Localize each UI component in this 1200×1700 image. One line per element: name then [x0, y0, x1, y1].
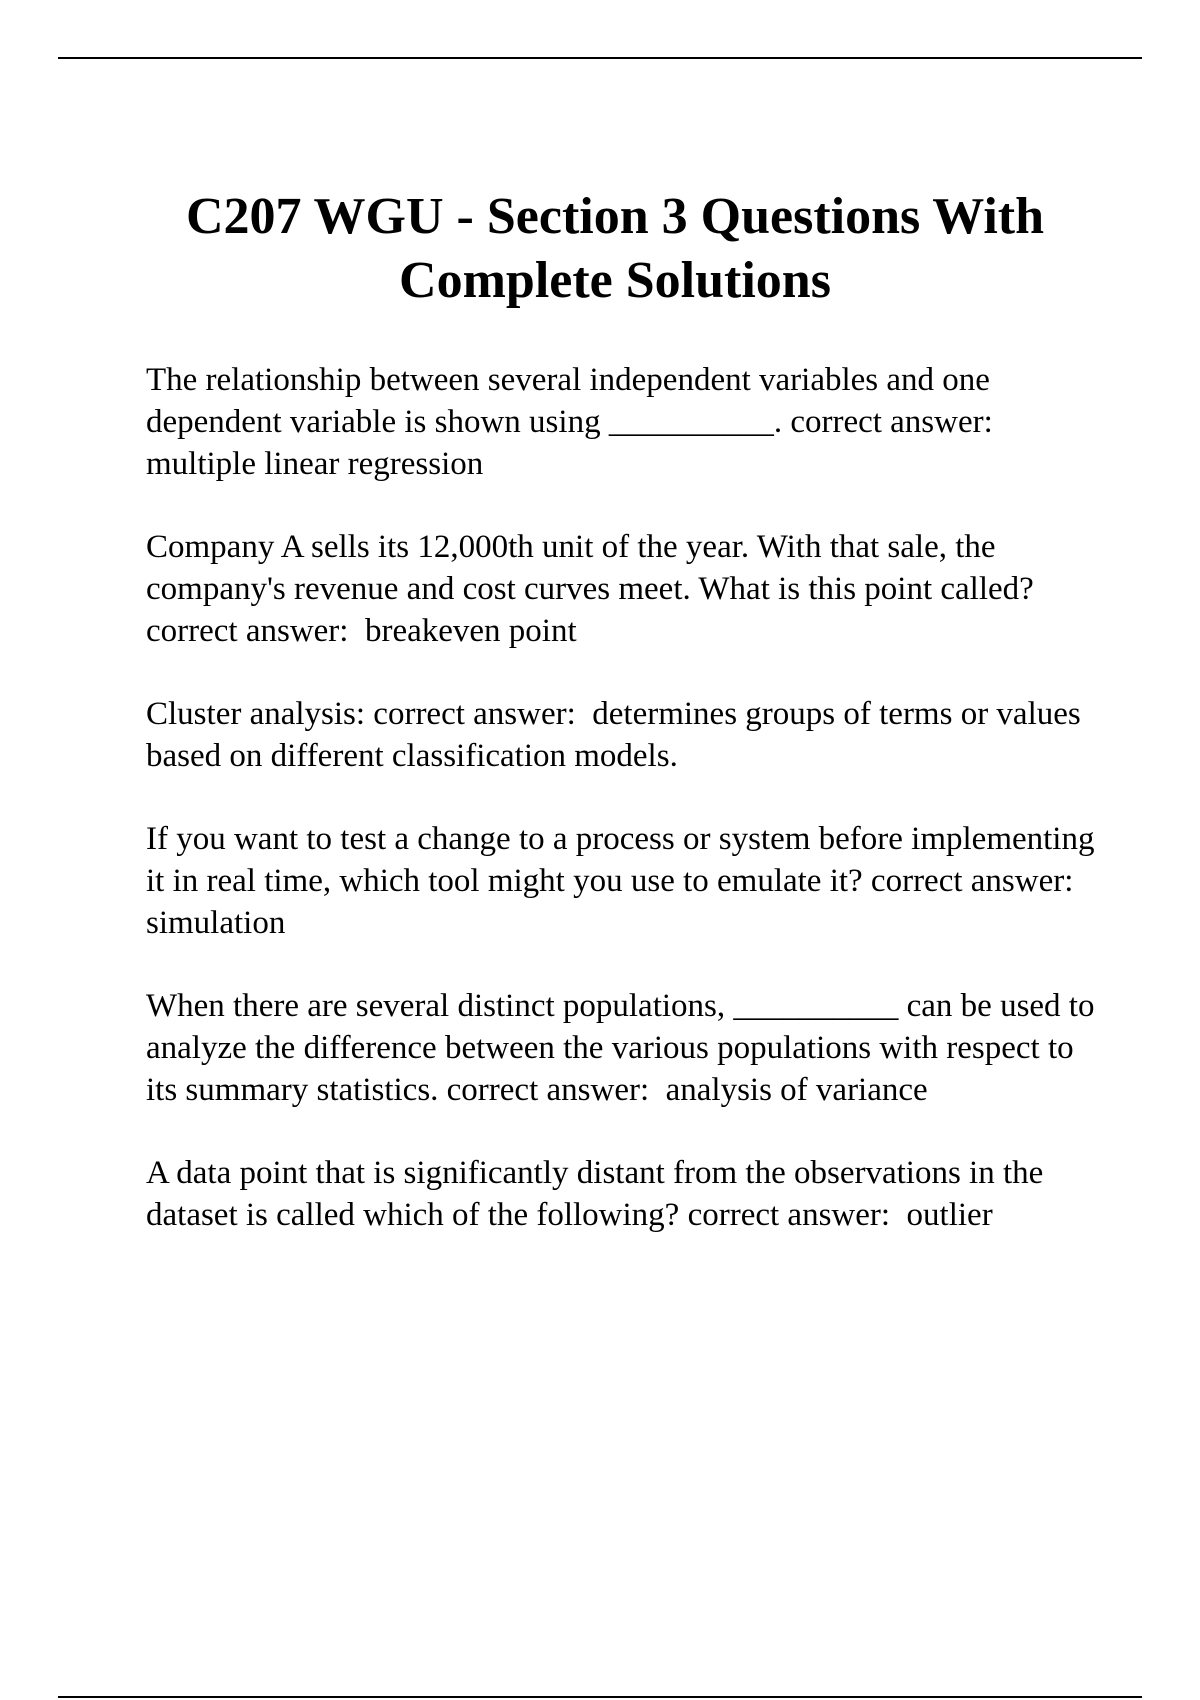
top-divider [58, 57, 1142, 59]
document-title: C207 WGU - Section 3 Questions With Complete Solutions [185, 188, 1045, 309]
question-item-5: When there are several distinct populations, __________ can be used to analyze the difference between the various populations with respect to its summary statistics. correct answer: analysis of variance [146, 988, 1103, 1108]
question-item-2: Company A sells its 12,000th unit of the year. With that sale, the company's revenue and cost curves meet. What is this point called? correct answer: breakeven point [146, 529, 1043, 649]
question-list [146, 359, 1106, 1277]
bottom-divider [58, 1696, 1142, 1698]
question-item-3: Cluster analysis: correct answer: determines groups of terms or values based on different classification models. [146, 696, 1089, 774]
question-item-1: The relationship between several independent variables and one dependent variable is shown using __________. correct answer: multiple linear regression [146, 362, 1010, 482]
question-item-6: A data point that is significantly distant from the observations in the dataset is called which of the following? correct answer: outlier [146, 1155, 1052, 1233]
question-item-4: If you want to test a change to a process or system before implementing it in real time, which tool might you use to emulate it? correct answer: simulation [146, 821, 1103, 941]
